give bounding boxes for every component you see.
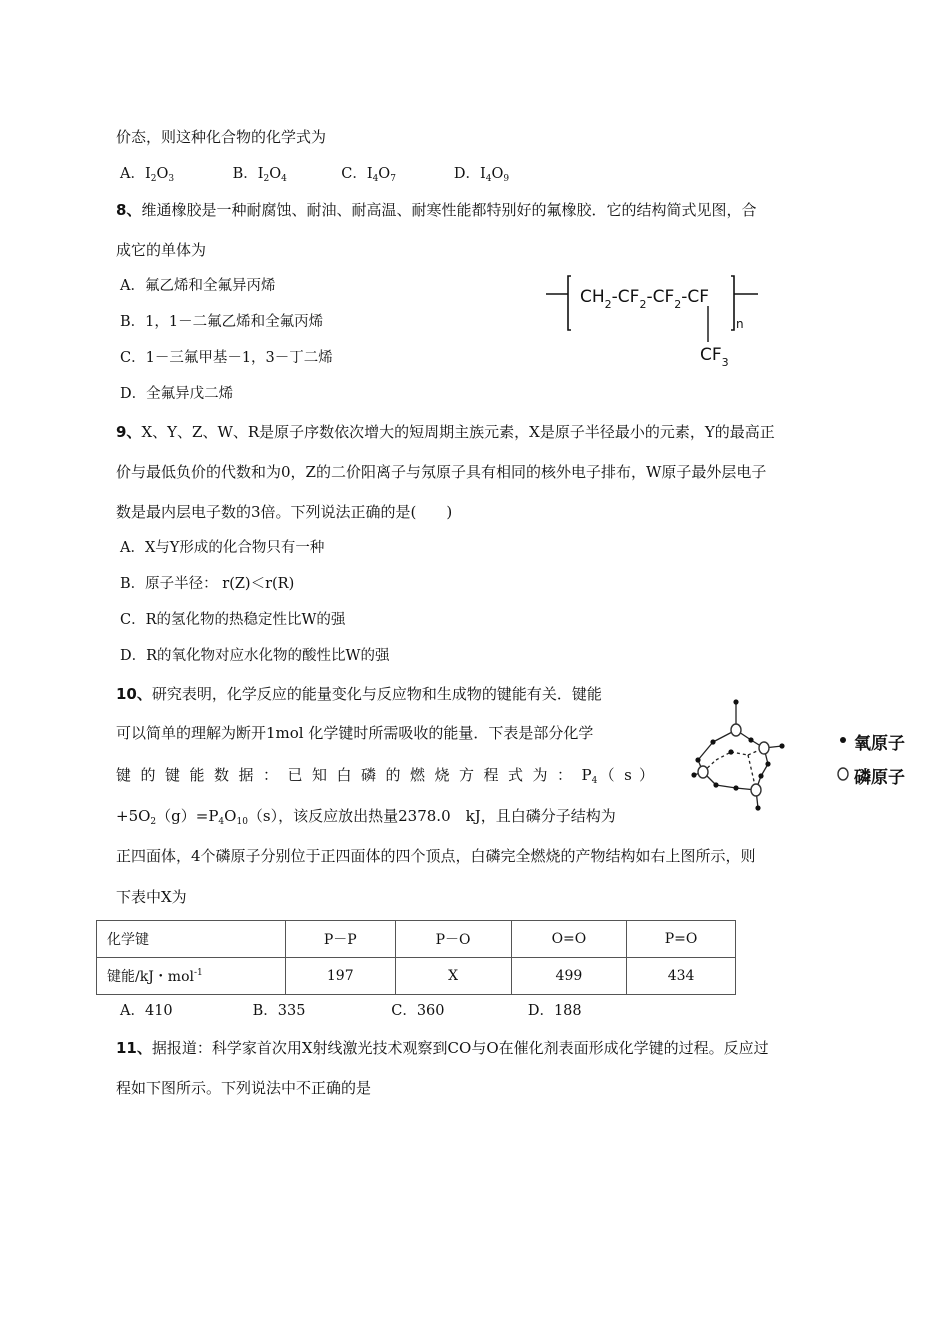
q8-option-d[interactable]: D．全氟异戊二烯 [120, 386, 234, 402]
q8-stem-line2: 成它的单体为 [116, 241, 207, 259]
q7-option-c[interactable]: C．$I_4O_7$ [341, 166, 396, 184]
legend-phosphorus-circle [838, 768, 848, 780]
legend-markers [836, 731, 850, 783]
table-value-pp: 197 [286, 958, 396, 995]
q10-stem-line3: 键 的 键 能 数 据 ： 已 知 白 磷 的 燃 烧 方 程 式 为 ： $P_4$（ s ） [116, 766, 654, 786]
table-value-po: X [395, 958, 511, 995]
table-value-oo: 499 [511, 958, 626, 995]
p4o10-bonds [694, 702, 782, 808]
table-bond-pp: P－P [286, 921, 396, 958]
q7-stem-tail: 价态，则这种化合物的化学式为 [116, 128, 327, 146]
q9-option-d[interactable]: D．R的氧化物对应水化物的酸性比W的强 [120, 648, 390, 664]
q8-repeat-n: n [736, 317, 744, 331]
table-row [97, 921, 736, 958]
q11-number: 11、 [116, 1039, 152, 1057]
q9-stem-line3: 数是最内层电子数的3倍。下列说法正确的是( ) [116, 503, 453, 521]
q10-stem-line2: 可以简单的理解为断开1mol 化学键时所需吸收的能量．下表是部分化学 [116, 724, 594, 742]
table-value-p-double-o: 434 [627, 958, 736, 995]
oxygen-atoms [691, 699, 784, 810]
q8-main-chain: $CH_2-CF_2-CF_2-CF$ [580, 287, 710, 311]
table-bond-p-double-o: P=O [627, 921, 736, 958]
q9-option-a[interactable]: A．X与Y形成的化合物只有一种 [120, 540, 325, 556]
q8-option-b[interactable]: B．1，1－二氟乙烯和全氟丙烯 [120, 314, 324, 330]
q11-stem-line2: 程如下图所示。下列说法中不正确的是 [116, 1079, 372, 1097]
q10-options [120, 1001, 582, 1021]
q10-stem-line4: $+5O_2(g)=P_4O_{10}(s)$，该反应放出热量2378.0 kJ，且白磷分子结构为 [116, 807, 616, 827]
legend-oxygen-label: 氧原子 [854, 734, 905, 754]
q10-stem-line6: 下表中X为 [116, 888, 187, 906]
q8-number: 8、 [116, 201, 142, 219]
q8-option-c[interactable]: C．1－三氟甲基－1，3－丁二烯 [120, 350, 333, 366]
q8-structure-figure [544, 270, 760, 370]
q10-number: 10、 [116, 685, 152, 703]
bond-energy-table [96, 920, 736, 995]
q10-option-c[interactable]: C．360 [391, 1003, 445, 1019]
q9-number: 9、 [116, 423, 142, 441]
q10-option-a[interactable]: A．410 [120, 1003, 173, 1019]
q10-option-d[interactable]: D．188 [527, 1003, 582, 1019]
q9-option-b[interactable]: B．原子半径： r(Z)＜r(R) [120, 576, 295, 592]
legend-phosphorus-label: 磷原子 [854, 768, 905, 788]
q9-stem-line2: 价与最低负价的代数和为0，Z的二价阳离子与氖原子具有相同的核外电子排布，W原子最外层电子 [116, 463, 767, 481]
q8-branch-cf3: $CF_3$ [700, 345, 729, 369]
q10-stem-line1: 10、研究表明，化学反应的能量变化与反应物和生成物的键能有关．键能 [116, 685, 602, 703]
table-bond-oo: O=O [511, 921, 626, 958]
q7-option-a[interactable]: A．$I_2O_3$ [120, 166, 175, 184]
table-bond-po: P－O [395, 921, 511, 958]
q9-option-c[interactable]: C．R的氢化物的热稳定性比W的强 [120, 612, 346, 628]
q10-stem-line5: 正四面体，4个磷原子分别位于正四面体的四个顶点，白磷完全燃烧的产物结构如右上图所示，则 [116, 847, 756, 865]
q8-bracket-right [731, 276, 734, 330]
table-unit-label: 键能/kJ・mol$^{-1}$ [97, 958, 286, 995]
table-head-label: 化学键 [97, 921, 286, 958]
legend-oxygen-dot [840, 737, 846, 743]
table-row [97, 958, 736, 995]
q7-options [120, 164, 509, 184]
phosphorus-atoms [698, 724, 769, 796]
p4o10-structure-figure [676, 690, 826, 820]
q11-stem-line1: 11、据报道：科学家首次用X射线激光技术观察到CO与O在催化剂表面形成化学键的过程。反应过 [116, 1039, 769, 1057]
q10-option-b[interactable]: B．335 [252, 1003, 306, 1019]
q9-stem-line1: 9、X、Y、Z、W、R是原子序数依次增大的短周期主族元素，X是原子半径最小的元素，Y的最高正 [116, 423, 775, 441]
q8-bracket-left [568, 276, 571, 330]
q7-option-d[interactable]: D．$I_4O_9$ [453, 166, 510, 184]
q8-option-a[interactable]: A．氟乙烯和全氟异丙烯 [120, 278, 276, 294]
q8-stem-line1: 8、维通橡胶是一种耐腐蚀、耐油、耐高温、耐寒性能都特别好的氟橡胶．它的结构简式见图，合 [116, 201, 757, 219]
q7-option-b[interactable]: B．$I_2O_4$ [232, 166, 287, 184]
